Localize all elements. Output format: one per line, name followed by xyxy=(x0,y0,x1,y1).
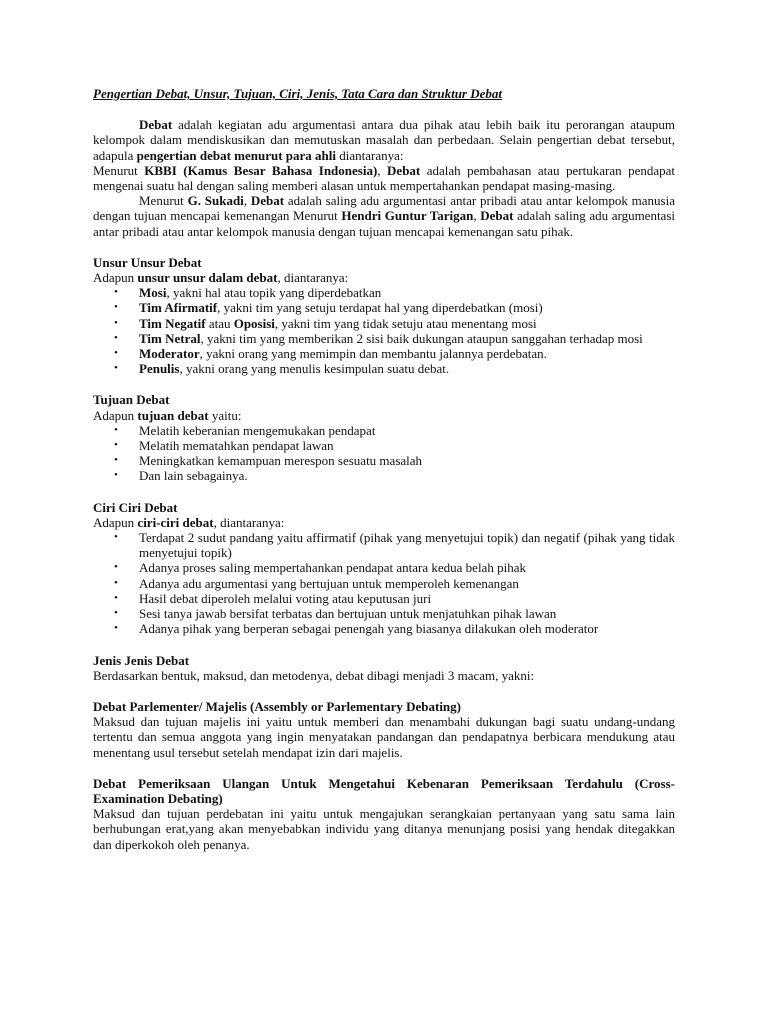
text-run: , yakni tim yang setuju terdapat hal yang diperdebatkan (mosi) xyxy=(217,300,543,316)
list-item xyxy=(114,438,675,454)
text-run: Adapun xyxy=(93,514,138,530)
section-heading: Jenis Jenis Debat xyxy=(93,652,190,668)
section-body: Maksud dan tujuan majelis ini yaitu untuk memberi dan menambahi dukungan bagi suatu undang-undang tertentu dan semua anggota yang ingin menyatakan pandangan dan pendapatnya berbicara mendukung atau menentang usul tersebut setelah mendapat izin dari majelis. xyxy=(93,714,675,760)
list-item xyxy=(114,315,675,331)
section-lead: Berdasarkan bentuk, maksud, dan metodenya, debat dibagi menjadi 3 macam, yakni: xyxy=(93,667,535,683)
bullet-icon: • xyxy=(114,301,118,314)
text-run: , xyxy=(473,208,481,224)
bullet-icon: • xyxy=(114,531,118,544)
bullet-icon: • xyxy=(114,439,118,452)
list-item xyxy=(114,330,675,346)
text-run: Sesi tanya jawab bersifat terbatas dan bertujuan untuk menjatuhkan pihak lawan xyxy=(139,606,557,622)
list-item xyxy=(114,560,675,576)
section-tujuan xyxy=(93,392,675,483)
bullet-icon: • xyxy=(114,622,118,635)
section-heading: Tujuan Debat xyxy=(93,392,170,408)
text-run: Hasil debat diperoleh melalui voting atau keputusan juri xyxy=(139,590,432,606)
list-item xyxy=(114,575,675,591)
text-run: Melatih mematahkan pendapat lawan xyxy=(139,438,334,454)
section-heading: Debat Pemeriksaan Ulangan Untuk Mengetahui Kebenaran Pemeriksaan Terdahulu (Cross-Examination Debating) xyxy=(93,775,675,806)
section-heading: Unsur Unsur Debat xyxy=(93,254,202,270)
intro-paragraph-1 xyxy=(93,117,675,163)
text-run: yaitu: xyxy=(208,407,242,423)
list-item xyxy=(114,590,675,606)
list-item xyxy=(114,361,675,377)
text-run: diantaranya: xyxy=(336,147,404,163)
intro-paragraph-2 xyxy=(93,163,675,193)
text-run: Adanya pihak yang berperan sebagai penengah yang biasanya dilakukan oleh moderator xyxy=(139,621,599,637)
list-item xyxy=(114,300,675,316)
section-ciri xyxy=(93,500,675,637)
bullet-icon: • xyxy=(114,316,118,329)
text-run: Adanya adu argumentasi yang bertujuan untuk memperoleh kemenangan xyxy=(139,575,519,591)
section-body: Maksud dan tujuan perdebatan ini yaitu untuk mengajukan serangkaian pertanyaan yang satu sama lain berhubungan erat,yang akan menyebabkan individu yang ditanya menunjang posisi yang hendak ditegakkan dan diperkokoh oleh penanya. xyxy=(93,806,675,852)
text-run: , yakni tim yang tidak setuju atau menentang mosi xyxy=(274,315,537,331)
intro-paragraph-3 xyxy=(93,193,675,239)
bullet-icon: • xyxy=(114,362,118,375)
text-run: atau xyxy=(205,315,234,331)
bullet-list xyxy=(93,530,675,636)
bold-term: ciri-ciri debat xyxy=(137,514,214,530)
bold-term: KBBI (Kamus Besar Bahasa Indonesia) xyxy=(144,162,378,178)
section-cross-examination xyxy=(93,776,675,852)
text-run: Menurut xyxy=(139,193,188,209)
list-item xyxy=(114,346,675,362)
text-run: Melatih keberanian mengemukakan pendapat xyxy=(139,422,376,438)
bullet-icon: • xyxy=(114,607,118,620)
text-run: , diantaranya: xyxy=(213,514,285,530)
bold-term: Moderator xyxy=(139,346,200,362)
bold-term: unsur unsur dalam debat xyxy=(137,270,278,286)
bold-term: G. Sukadi xyxy=(187,193,244,209)
text-run: Menurut xyxy=(93,162,145,178)
bold-term: Hendri Guntur Tarigan xyxy=(341,208,474,224)
bullet-icon: • xyxy=(114,423,118,436)
bold-term: tujuan debat xyxy=(137,407,209,423)
text-run: , xyxy=(243,193,251,209)
text-run: , yakni hal atau topik yang diperdebatkan xyxy=(166,285,382,301)
bold-term: Tim Negatif xyxy=(139,315,206,331)
text-run: Adapun xyxy=(93,270,138,286)
bullet-icon: • xyxy=(114,469,118,482)
text-run: adalah saling adu argumentasi antar pribadi atau antar kelompok manusia dengan tujuan mencapai kemenangan satu pihak. xyxy=(93,208,676,239)
bold-term: Debat xyxy=(139,117,173,133)
bullet-icon: • xyxy=(114,347,118,360)
bold-term: Debat xyxy=(250,193,285,209)
list-item xyxy=(114,453,675,469)
section-lead xyxy=(93,270,675,285)
text-run: Dan lain sebagainya. xyxy=(139,468,248,484)
list-item xyxy=(114,530,675,561)
section-lead xyxy=(93,408,675,423)
section-unsur xyxy=(93,255,675,377)
section-lead xyxy=(93,515,675,530)
bold-term: pengertian debat menurut para ahli xyxy=(136,147,337,163)
text-run: Meningkatkan kemampuan merespon sesuatu masalah xyxy=(139,453,423,469)
text-run: adalah pembahasan atau pertukaran pendapat mengenai suatu hal dengan saling memberi alasan untuk mempertahankan pendapat masing-masing. xyxy=(93,162,675,194)
bold-term: Penulis xyxy=(139,361,180,377)
bullet-icon: • xyxy=(114,331,118,344)
list-item xyxy=(114,468,675,484)
bullet-icon: • xyxy=(114,561,118,574)
bold-term: Tim Afirmatif xyxy=(139,300,218,316)
list-item xyxy=(114,621,675,637)
bullet-list xyxy=(93,285,675,376)
bold-term: Mosi xyxy=(139,285,167,301)
list-item xyxy=(114,285,675,301)
text-run: Adanya proses saling mempertahankan pendapat antara kedua belah pihak xyxy=(139,560,526,576)
text-run: Adapun xyxy=(93,407,138,423)
bullet-list xyxy=(93,423,675,484)
bold-term: Oposisi xyxy=(233,315,275,331)
text-run: , diantaranya: xyxy=(277,270,349,286)
bold-term: Debat xyxy=(480,208,514,224)
section-heading: Debat Parlementer/ Majelis (Assembly or Parlementary Debating) xyxy=(93,698,461,714)
bold-term: Debat xyxy=(387,162,421,178)
section-jenis xyxy=(93,653,675,683)
text-run: , xyxy=(377,162,388,178)
bullet-icon: • xyxy=(114,454,118,467)
section-parlementer xyxy=(93,699,675,760)
text-run: , yakni tim yang memberikan 2 sisi baik dukungan ataupun sanggahan terhadap mosi xyxy=(200,330,643,346)
list-item xyxy=(114,422,675,438)
text-run: , yakni orang yang memimpin dan membantu jalannya perdebatan. xyxy=(199,346,547,362)
bullet-icon: • xyxy=(114,576,118,589)
text-run: , yakni orang yang menulis kesimpulan suatu debat. xyxy=(179,361,450,377)
text-run: adalah kegiatan adu argumentasi antara dua pihak atau lebih baik itu perorangan ataupum kelompok dalam mendiskusikan dan memutuskan masalah dan perbedaan. Selain pengertian debat tersebut, adapula xyxy=(93,117,675,163)
list-item xyxy=(114,606,675,622)
section-heading: Ciri Ciri Debat xyxy=(93,499,178,515)
bullet-icon: • xyxy=(114,286,118,299)
document-title: Pengertian Debat, Unsur, Tujuan, Ciri, Jenis, Tata Cara dan Struktur Debat xyxy=(93,86,502,101)
bold-term: Tim Netral xyxy=(139,330,201,346)
text-run: adalah saling adu argumentasi antar pribadi atau antar kelompok manusia dengan tujuan mencapai kemenangan Menurut xyxy=(93,193,676,224)
text-run: Terdapat 2 sudut pandang yaitu affirmatif (pihak yang menyetujui topik) dan negatif (pihak yang tidak menyetujui topik) xyxy=(139,530,675,561)
bullet-icon: • xyxy=(114,591,118,604)
